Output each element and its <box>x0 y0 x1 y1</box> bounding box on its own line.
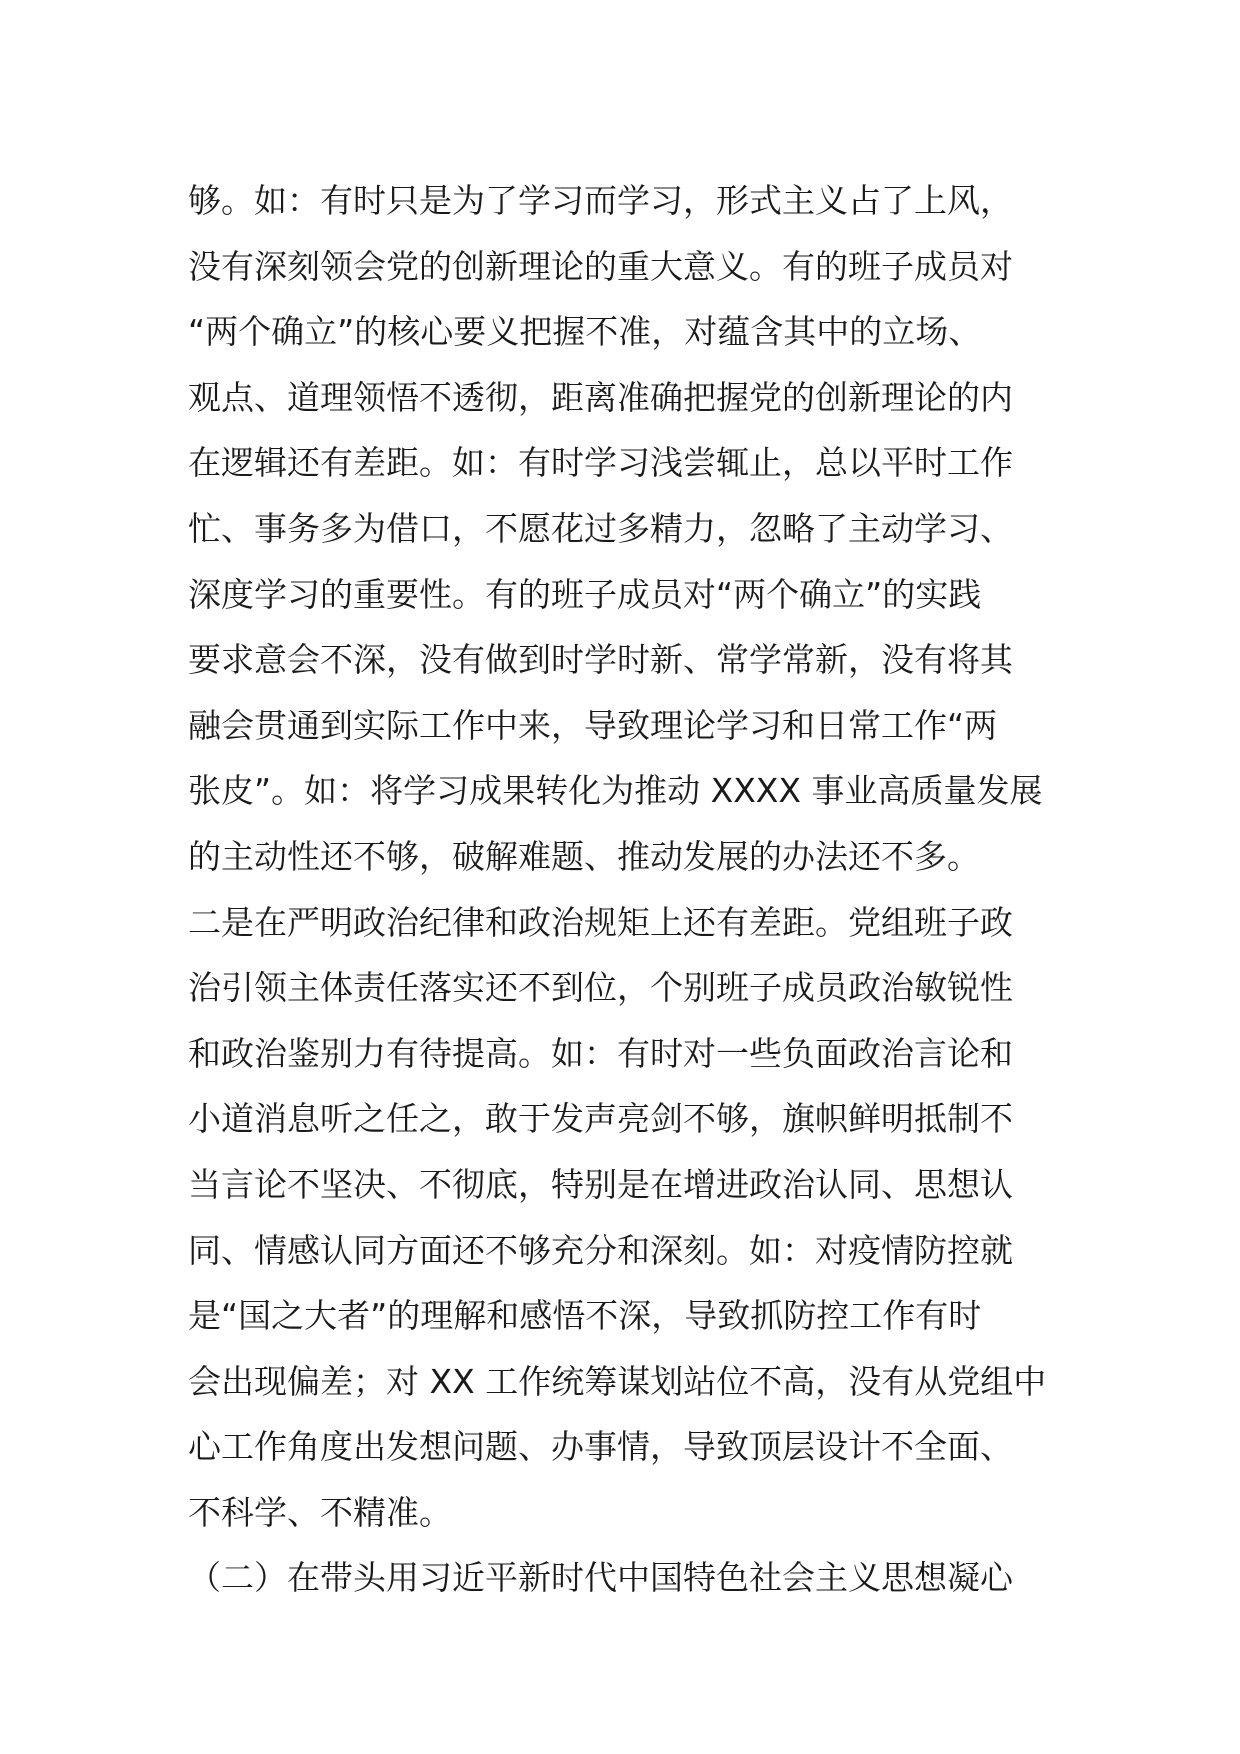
text-line: 治引领主体责任落实还不到位，个别班子成员政治敏锐性 <box>188 968 1013 1008</box>
text-line: 在逻辑还有差距。如：有时学习浅尝辄止，总以平时工作 <box>188 443 1013 483</box>
text-line: 小道消息听之任之，敢于发声亮剑不够，旗帜鲜明抵制不 <box>188 1099 1013 1139</box>
text-line: 要求意会不深，没有做到时学时新、常学常新，没有将其 <box>188 640 1013 680</box>
text-line: 深度学习的重要性。有的班子成员对“两个确立”的实践 <box>188 574 982 614</box>
text-line: 没有深刻领会党的创新理论的重大意义。有的班子成员对 <box>188 246 1013 286</box>
body-text <box>188 168 1068 1611</box>
text-line: 二是在严明政治纪律和政治规矩上还有差距。党组班子政 <box>188 902 1013 942</box>
text-line: 不科学、不精准。 <box>188 1492 452 1532</box>
text-line: 忙、事务多为借口，不愿花过多精力，忽略了主动学习、 <box>188 508 1013 548</box>
text-line: 的主动性还不够，破解难题、推动发展的办法还不多。 <box>188 836 980 876</box>
text-line: “两个确立”的核心要义把握不准，对蕴含其中的立场、 <box>188 312 982 352</box>
text-line: 够。如：有时只是为了学习而学习，形式主义占了上风， <box>188 181 1013 220</box>
text-line: 当言论不坚决、不彻底，特别是在增进政治认同、思想认 <box>188 1164 1013 1204</box>
text-line: 同、情感认同方面还不够充分和深刻。如：对疫情防控就 <box>188 1230 1013 1270</box>
text-line: 观点、道理领悟不透彻，距离准确把握党的创新理论的内 <box>188 377 1013 417</box>
section-heading: （二）在带头用习近平新时代中国特色社会主义思想凝心 <box>188 1558 1013 1598</box>
text-line: 是“国之大者”的理解和感悟不深，导致抓防控工作有时 <box>188 1296 982 1336</box>
text-line: 和政治鉴别力有待提高。如：有时对一些负面政治言论和 <box>188 1033 1013 1073</box>
text-line: 张皮”。如：将学习成果转化为推动 XXXX 事业高质量发展 <box>188 771 1043 811</box>
text-line: 心工作角度出发想问题、办事情，导致顶层设计不全面、 <box>188 1427 1013 1467</box>
text-line: 会出现偏差；对 XX 工作统筹谋划站位不高，没有从党组中 <box>188 1361 1047 1401</box>
text-line: 融会贯通到实际工作中来，导致理论学习和日常工作“两 <box>188 705 998 745</box>
